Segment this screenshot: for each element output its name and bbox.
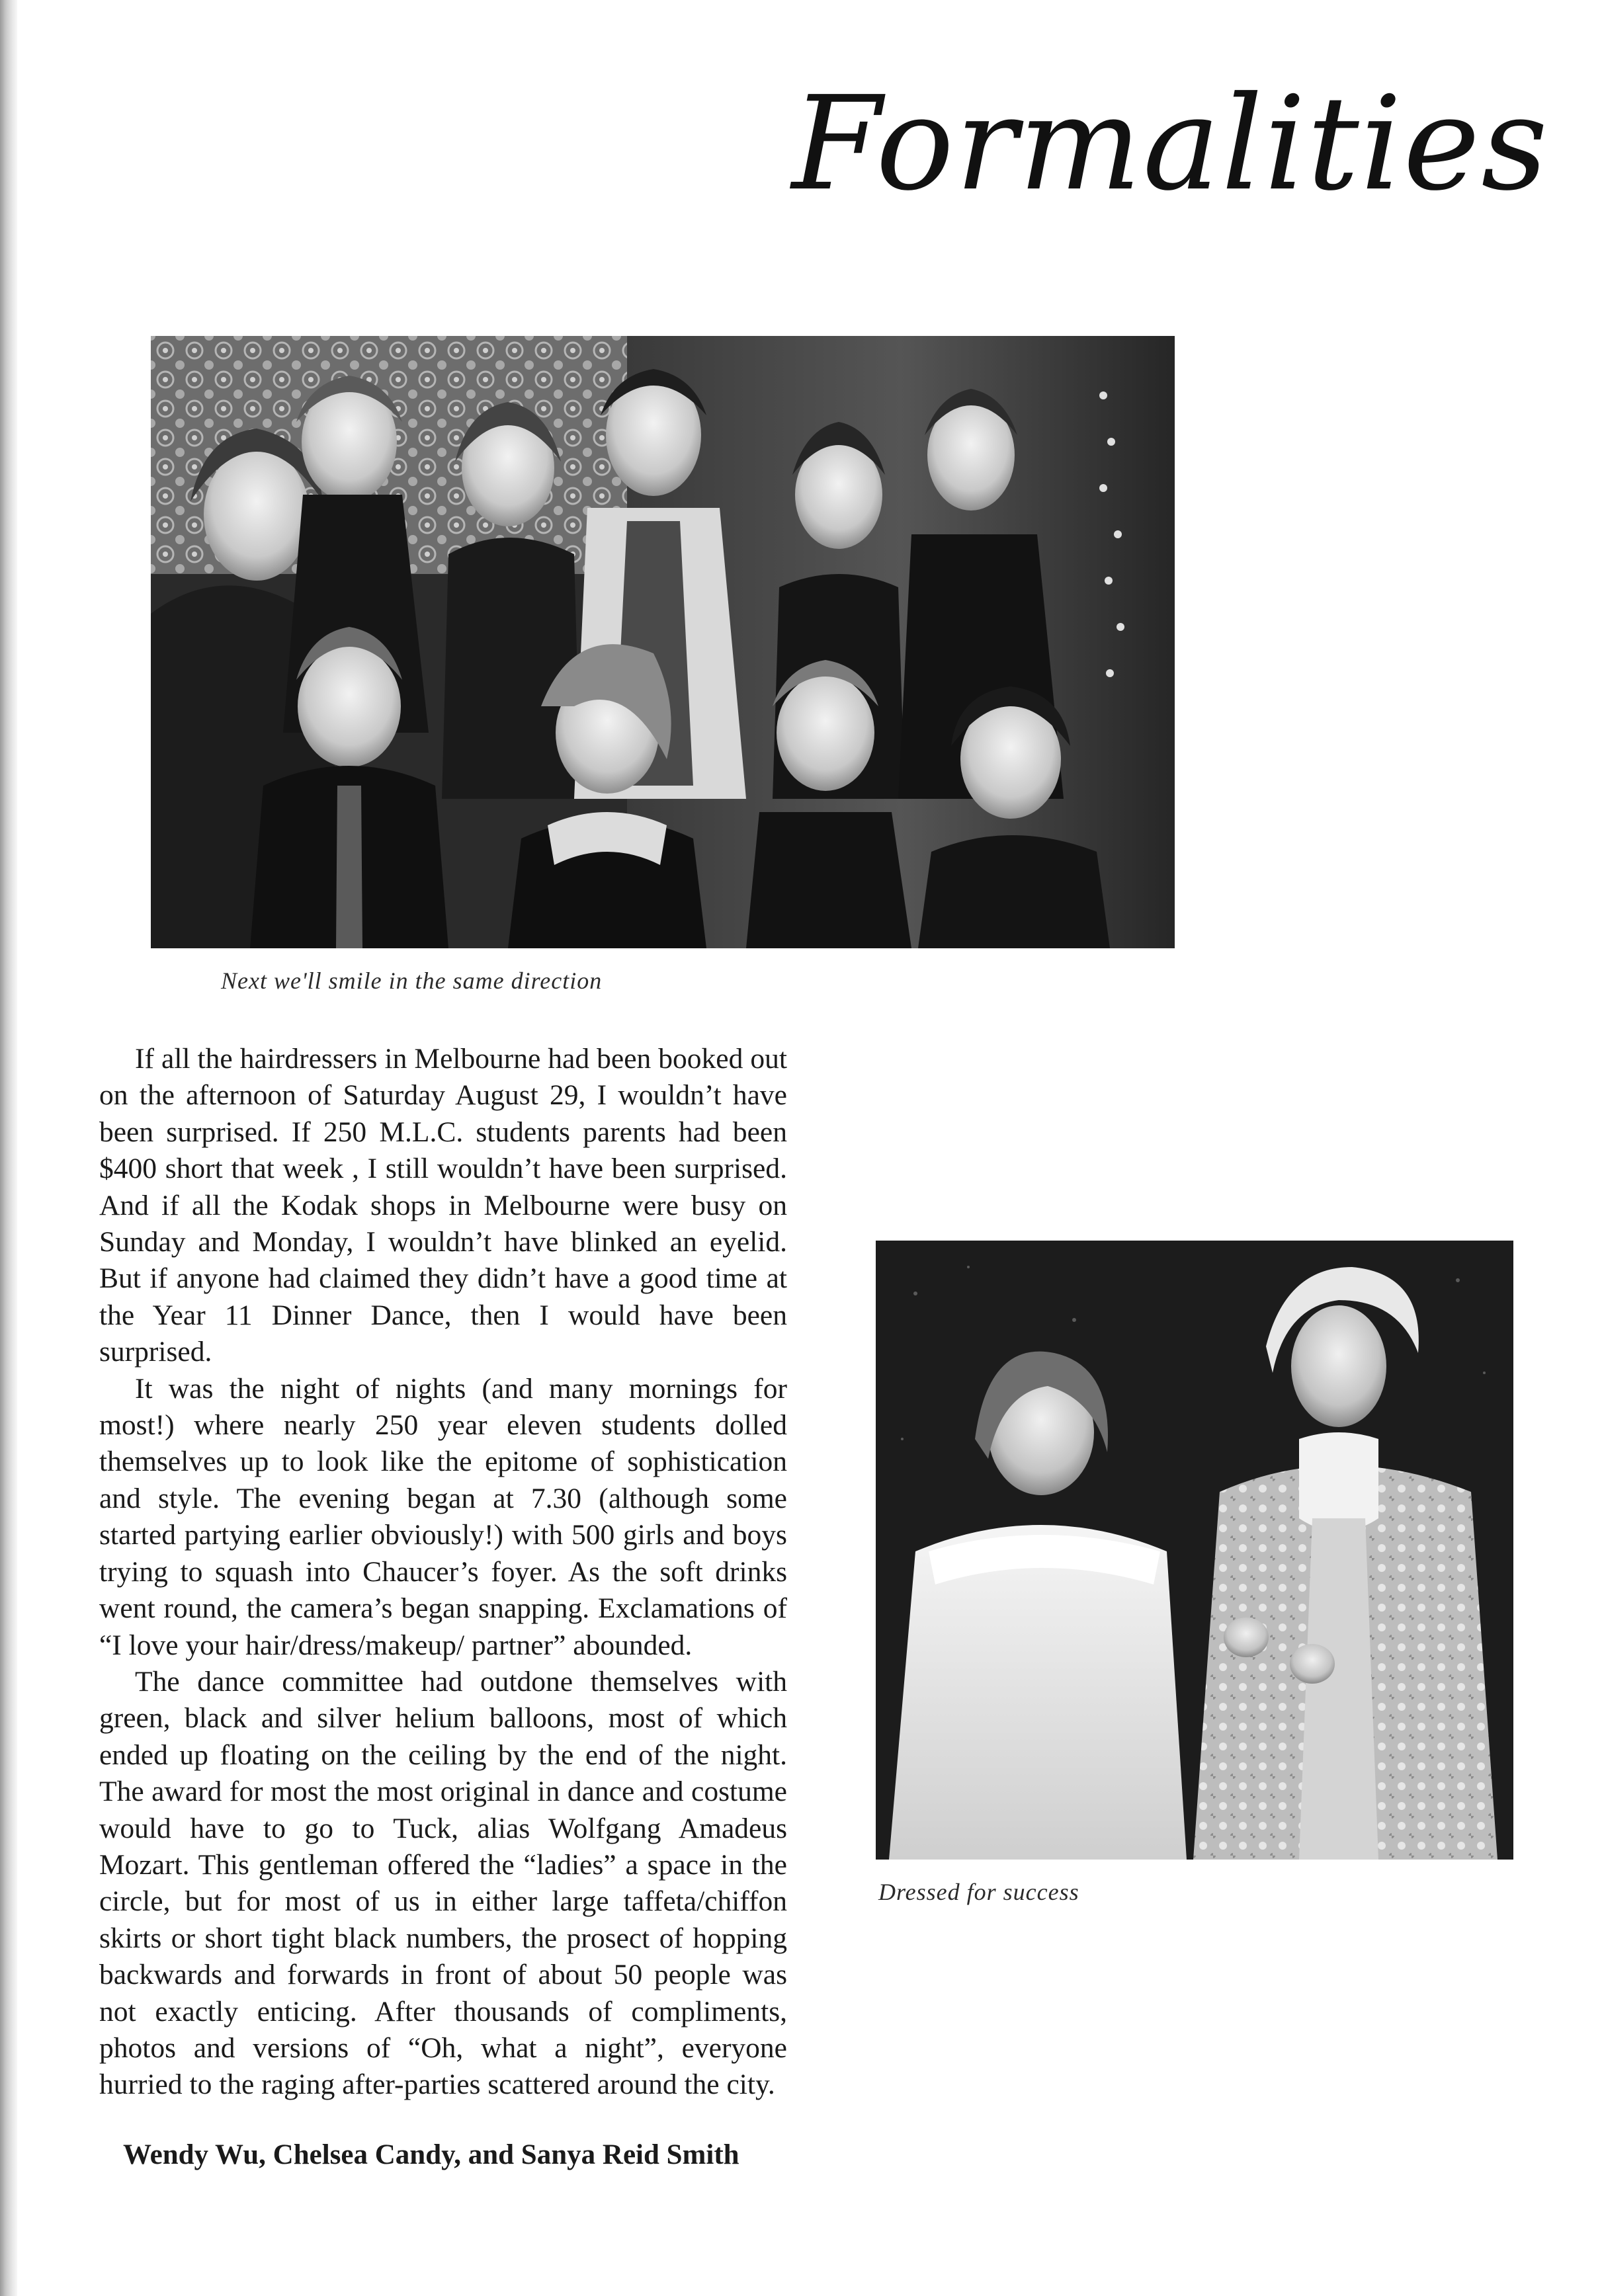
couple-photo-caption: Dressed for success (878, 1879, 1079, 1905)
article-body (99, 1041, 787, 2104)
article-paragraph: The dance committee had outdone themselves with green, black and silver helium balloons, most of which ended up floating on the ceiling by the end of the night. The award for most the most original in dance and costume would have to go to Tuck, alias Wolfgang Amadeus Mozart. This gentleman offered the “ladies” a space in the circle, but for most of us in either large taffeta/chiffon skirts or short tight black numbers, the prosect of hopping backwards and forwards in front of about 50 people was not exactly enticing. After thousands of compliments, photos and versions of “Oh, what a night”, everyone hurried to the raging after-parties scattered around the city. (99, 1665, 787, 2101)
article-paragraph: It was the night of nights (and many mornings for most!) where nearly 250 year eleven students dolled themselves up to look like the epitome of sophistication and style. The evening began at 7.30 (although some started partying earlier obviously!) with 500 girls and boys trying to squash into Chaucer’s foyer. As the soft drinks went round, the camera’s began snapping. Exclamations of “I love your hair/dress/makeup/ partner” abounded. (99, 1372, 787, 1661)
article-paragraph: If all the hairdressers in Melbourne had been booked out on the afternoon of Saturday August 29, I wouldn’t have been surprised. If 250 M.L.C. students parents had been $400 short that week , I still wouldn’t have been surprised. And if all the Kodak shops in Melbourne were busy on Sunday and Monday, I wouldn’t have blinked an eyelid. But if anyone had claimed they didn’t have a good time at the Year 11 Dinner Dance, then I would have been surprised. (99, 1043, 787, 1368)
page-binding-edge (0, 0, 17, 2296)
group-photo (151, 336, 1175, 948)
article-byline: Wendy Wu, Chelsea Candy, and Sanya Reid Smith (123, 2139, 739, 2170)
group-photo-caption: Next we'll smile in the same direction (221, 967, 603, 994)
page-title: Formalities (791, 69, 1549, 220)
couple-photo (876, 1241, 1513, 1860)
